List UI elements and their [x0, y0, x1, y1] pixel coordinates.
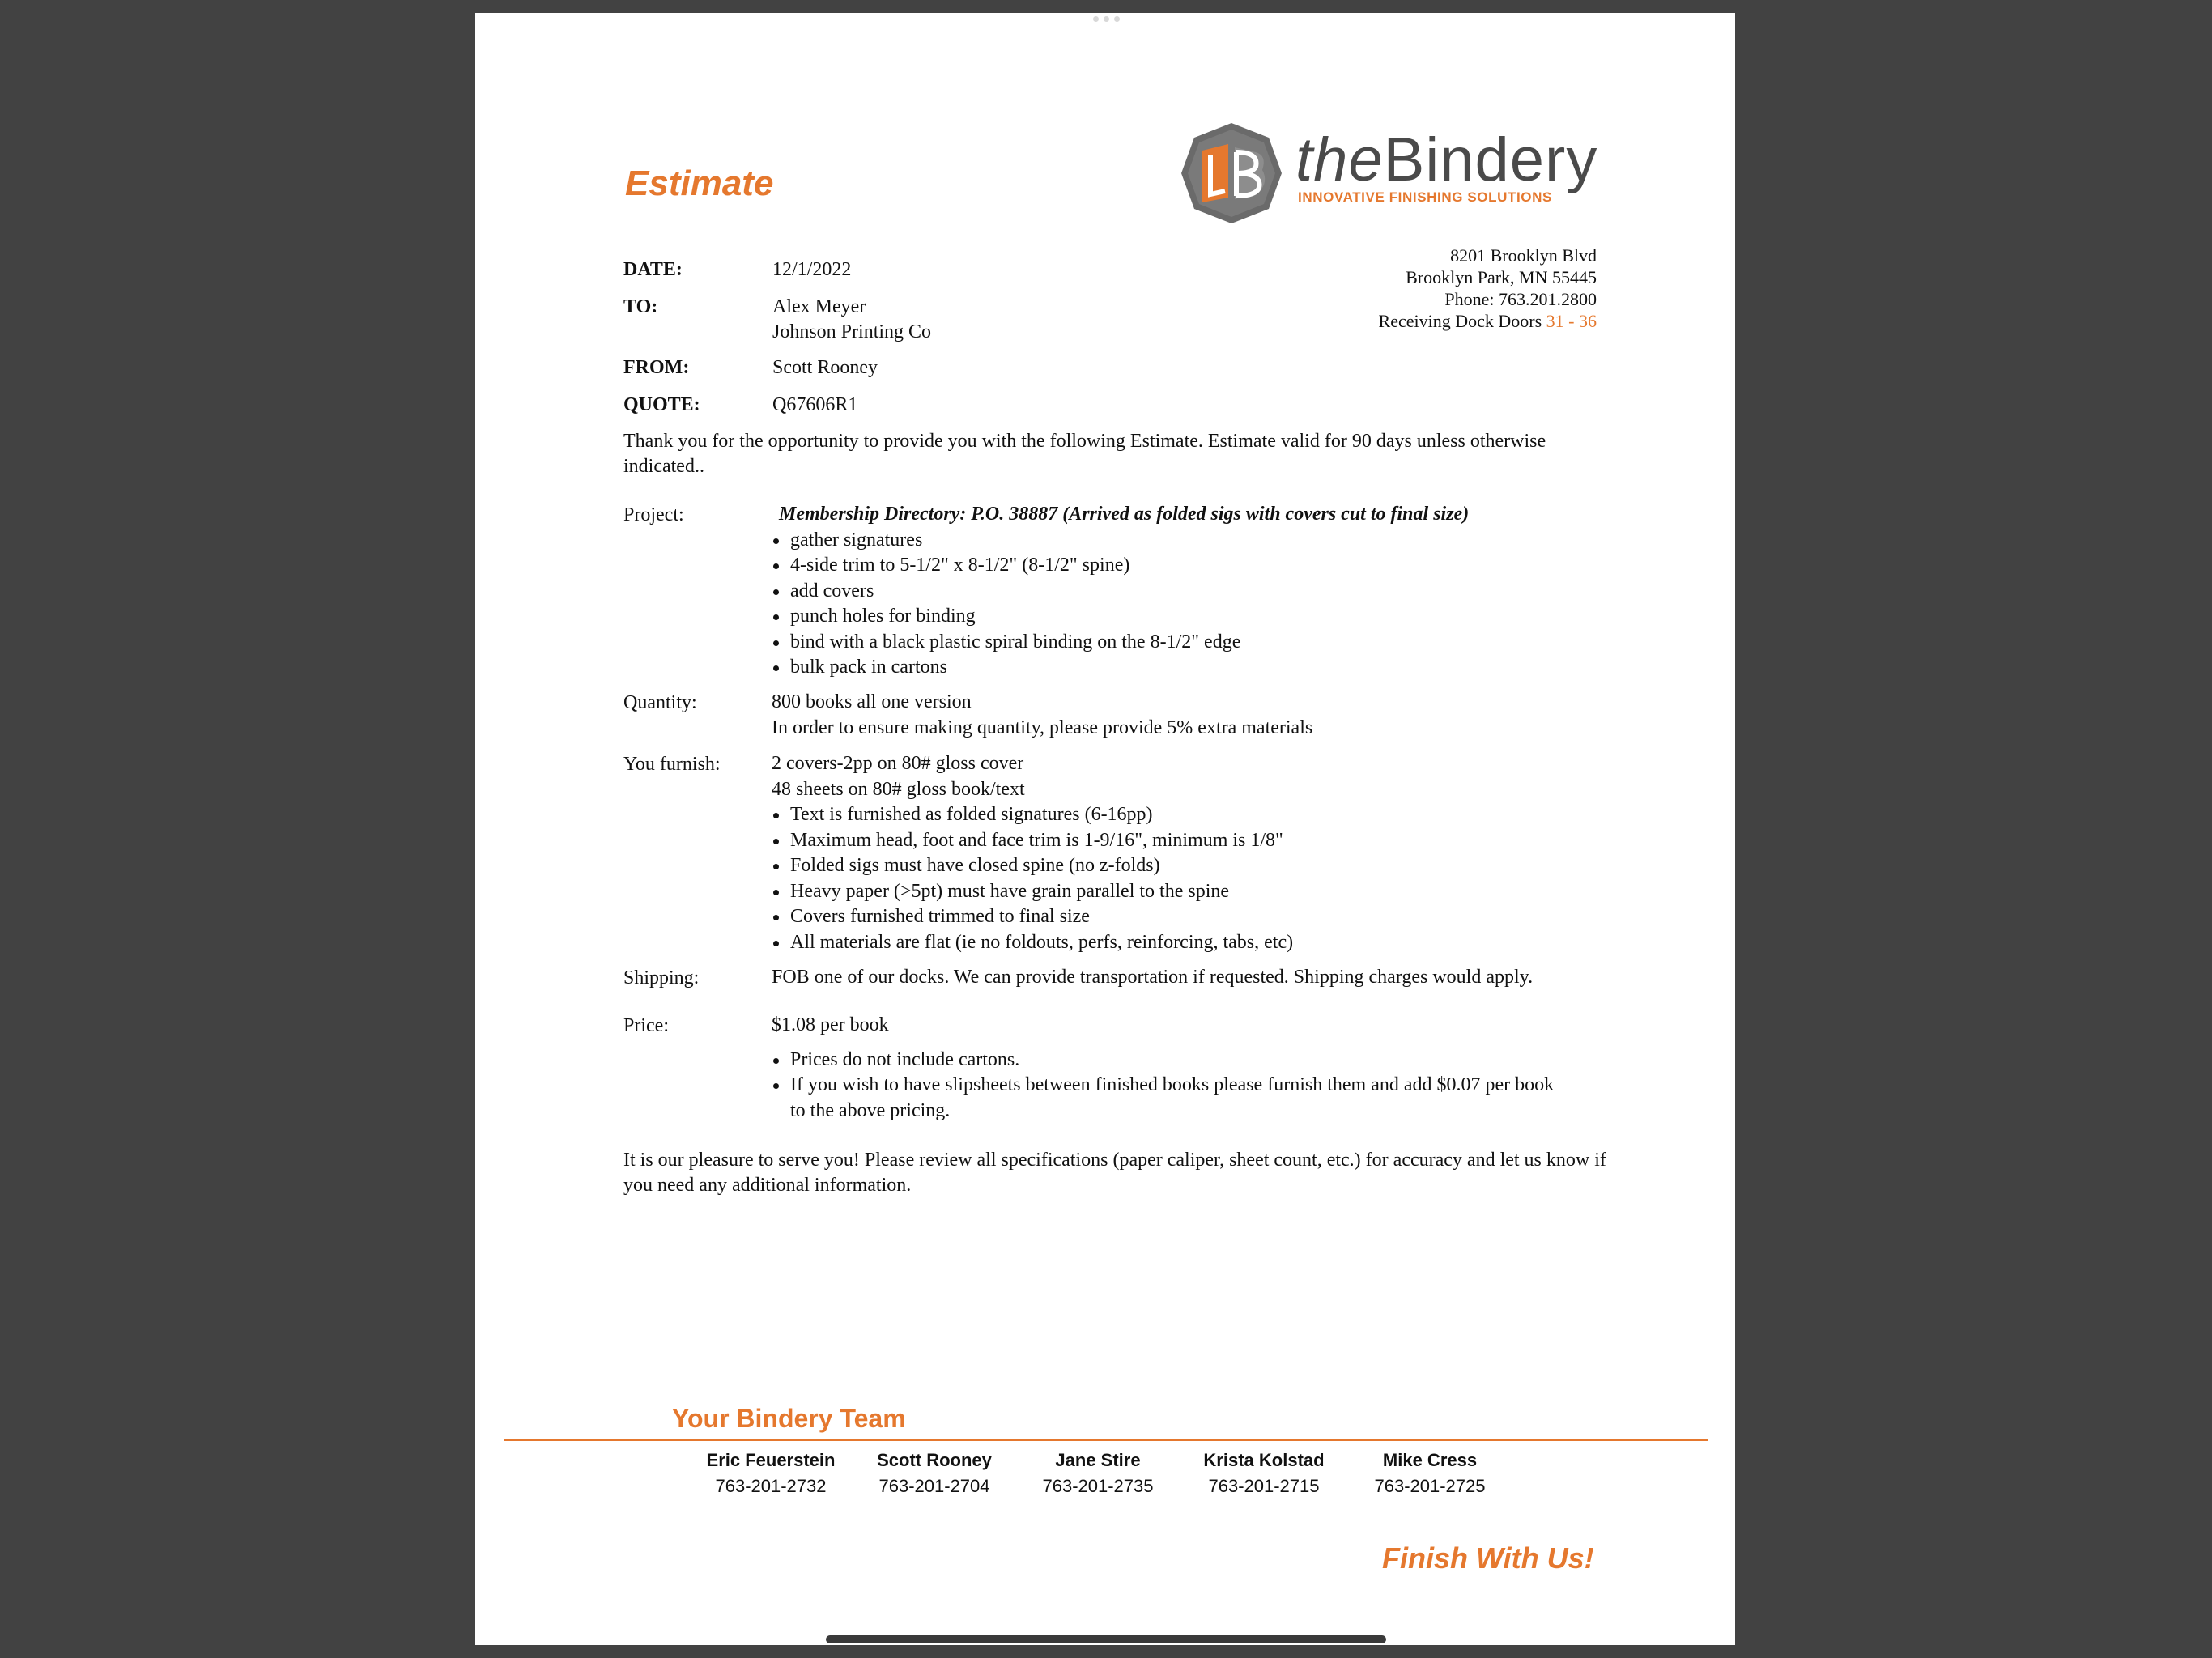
list-item: Maximum head, foot and face trim is 1-9/16", minimum is 1/8" — [772, 828, 1614, 854]
member-name: Scott Rooney — [877, 1450, 992, 1470]
member-phone: 763-201-2715 — [1208, 1476, 1320, 1496]
shipping-text: FOB one of our docks. We can provide transportation if requested. Shipping charges would apply. — [772, 967, 1534, 988]
list-item: Text is furnished as folded signatures (6-16pp) — [772, 802, 1614, 828]
quantity-line1: 800 books all one version — [772, 691, 972, 712]
project-list — [772, 528, 1614, 681]
member-phone: 763-201-2704 — [878, 1476, 990, 1496]
to-company: Johnson Printing Co — [772, 321, 932, 342]
team-member — [698, 1448, 844, 1499]
furnish-list — [772, 802, 1614, 955]
address-phone: Phone: 763.201.2800 — [1444, 289, 1597, 309]
slogan: Finish With Us! — [1382, 1541, 1594, 1575]
project-label: Project: — [623, 504, 684, 525]
quote-row — [623, 394, 857, 416]
list-item: Covers furnished trimmed to final size — [772, 904, 1614, 930]
to-name: Alex Meyer — [772, 296, 866, 317]
home-indicator[interactable] — [826, 1635, 1386, 1643]
team-heading: Your Bindery Team — [672, 1404, 906, 1433]
to-row — [623, 296, 931, 345]
quote-label: QUOTE: — [623, 394, 700, 415]
list-item: gather signatures — [772, 528, 1614, 554]
bindery-logo-icon — [1178, 120, 1285, 227]
date-label: DATE: — [623, 259, 683, 280]
address-city: Brooklyn Park, MN 55445 — [1406, 267, 1597, 287]
furnish-section — [772, 751, 1614, 955]
list-item: Prices do not include cartons. — [772, 1048, 1581, 1073]
list-item: 4-side trim to 5-1/2" x 8-1/2" (8-1/2" spine) — [772, 553, 1614, 579]
logo-tagline: INNOVATIVE FINISHING SOLUTIONS — [1298, 189, 1552, 205]
member-name: Mike Cress — [1382, 1450, 1478, 1470]
list-item: add covers — [772, 579, 1614, 605]
shipping-label: Shipping: — [623, 967, 700, 988]
document-title: Estimate — [625, 164, 774, 203]
list-item: punch holes for binding — [772, 604, 1614, 630]
from-value: Scott Rooney — [772, 357, 878, 378]
project-title: Membership Directory: P.O. 38887 (Arrived as folded sigs with covers cut to final size) — [779, 504, 1470, 525]
from-row — [623, 357, 878, 379]
top-handle[interactable] — [1087, 16, 1125, 23]
team-member — [1191, 1448, 1337, 1499]
furnish-line2: 48 sheets on 80# gloss book/text — [772, 778, 1025, 800]
intro-text: Thank you for the opportunity to provide you with the following Estimate. Estimate valid for 90 days unless otherwise indicated.. — [623, 431, 1546, 477]
member-name: Eric Feuerstein — [706, 1450, 836, 1470]
member-phone: 763-201-2725 — [1374, 1476, 1486, 1496]
from-label: FROM: — [623, 357, 690, 378]
member-name: Krista Kolstad — [1203, 1450, 1325, 1470]
price-value: $1.08 per book — [772, 1014, 889, 1035]
quantity-label: Quantity: — [623, 692, 697, 713]
list-item: If you wish to have slipsheets between finished books please furnish them and add $0.07 per book to the above pricing. — [772, 1073, 1581, 1124]
company-address — [1379, 244, 1597, 332]
member-phone: 763-201-2735 — [1042, 1476, 1154, 1496]
date-value: 12/1/2022 — [772, 259, 852, 280]
address-dock-doors: Receiving Dock Doors 31 - 36 — [1378, 311, 1597, 331]
team-member — [1025, 1448, 1171, 1499]
list-item: bulk pack in cartons — [772, 655, 1614, 681]
quantity-line2: In order to ensure making quantity, please provide 5% extra materials — [772, 716, 1313, 738]
address-street: 8201 Brooklyn Blvd — [1450, 245, 1597, 266]
quantity-section — [772, 690, 1614, 741]
price-section — [772, 1013, 1581, 1124]
list-item: Folded sigs must have closed spine (no z-folds) — [772, 853, 1614, 879]
team-divider — [504, 1439, 1708, 1441]
furnish-label: You furnish: — [623, 754, 721, 775]
member-phone: 763-201-2732 — [715, 1476, 827, 1496]
closing-text: It is our pleasure to serve you! Please review all specifications (paper caliper, sheet count, etc.) for accuracy and let us know if you need any additional information. — [623, 1150, 1606, 1196]
date-row — [623, 259, 851, 281]
price-label: Price: — [623, 1015, 669, 1036]
quote-value: Q67606R1 — [772, 394, 858, 415]
member-name: Jane Stire — [1055, 1450, 1141, 1470]
project-section — [772, 502, 1614, 681]
price-list — [772, 1048, 1581, 1124]
team-member — [1357, 1448, 1503, 1499]
list-item: bind with a black plastic spiral binding on the 8-1/2" edge — [772, 630, 1614, 656]
to-label: TO: — [623, 296, 658, 317]
team-member — [861, 1448, 1007, 1499]
logo-wordmark: theBindery — [1295, 125, 1598, 194]
list-item: All materials are flat (ie no foldouts, perfs, reinforcing, tabs, etc) — [772, 930, 1614, 956]
list-item: Heavy paper (>5pt) must have grain parallel to the spine — [772, 879, 1614, 905]
furnish-line1: 2 covers-2pp on 80# gloss cover — [772, 753, 1024, 774]
